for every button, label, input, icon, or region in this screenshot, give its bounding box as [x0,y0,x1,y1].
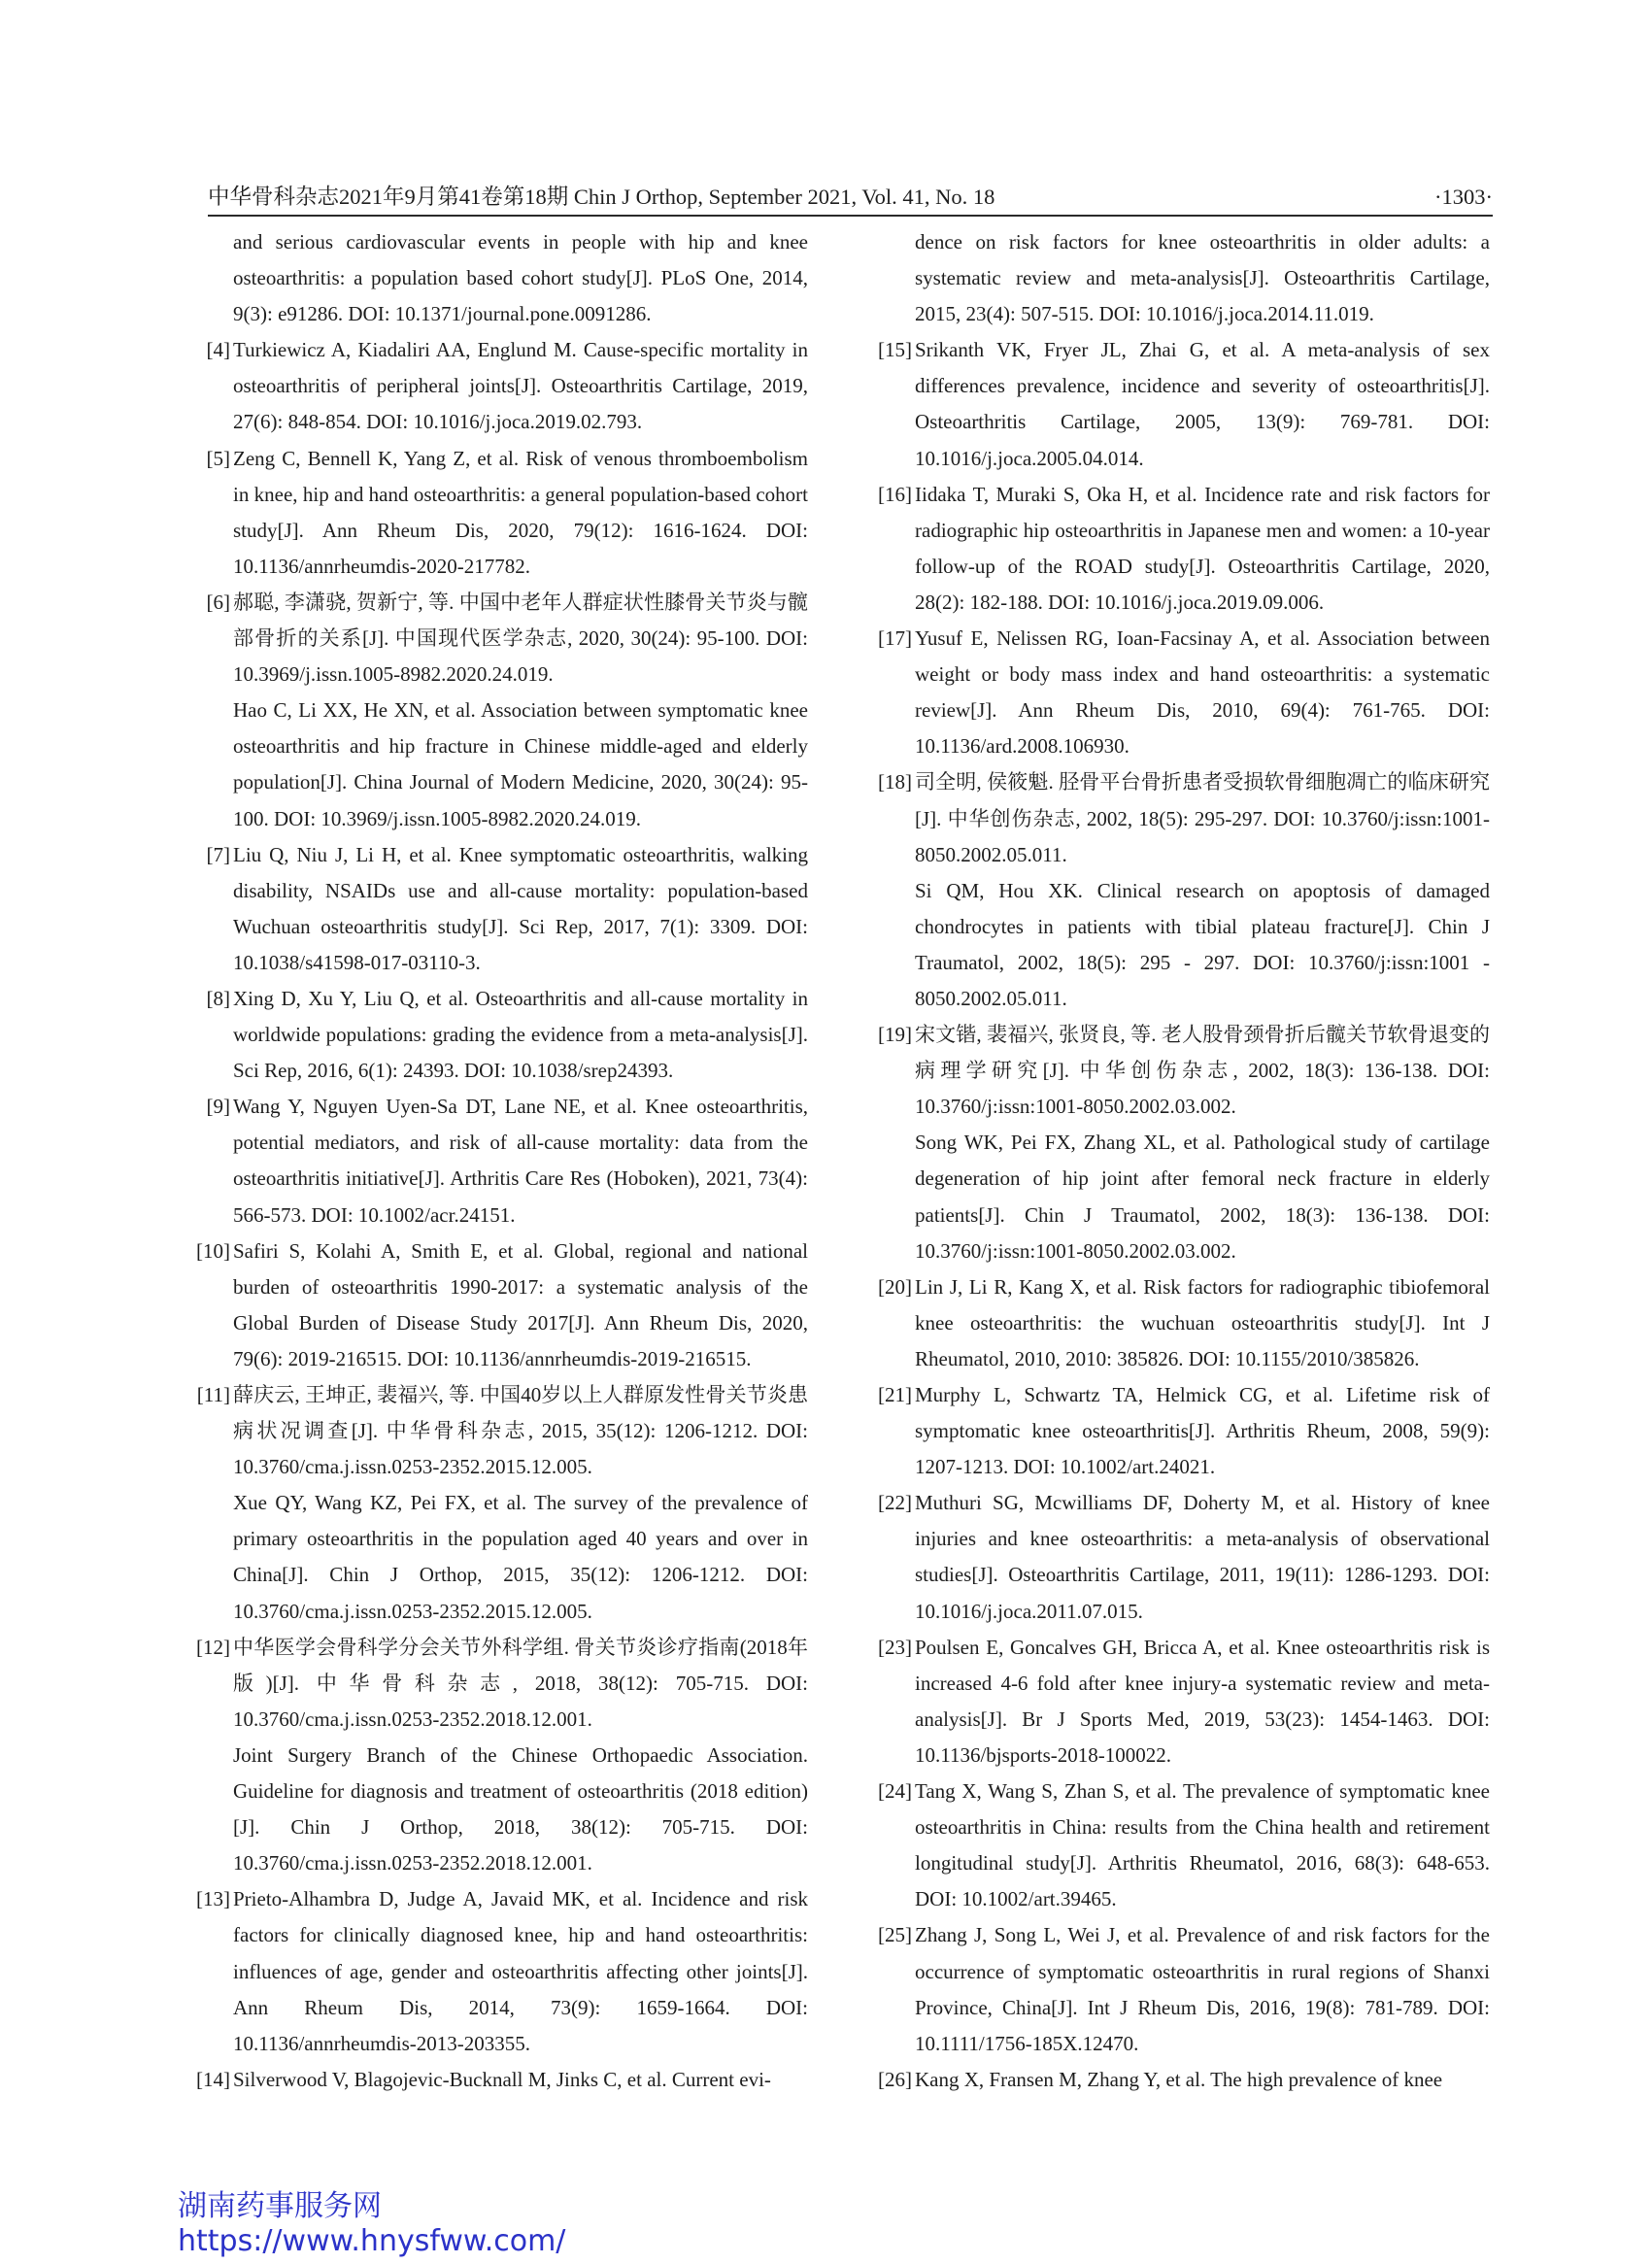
reference-number: [21] [878,1383,912,1406]
reference-item [206,441,808,585]
reference-item [878,1774,1490,1917]
reference-item [878,332,1490,476]
reference-text: Yusuf E, Nelissen RG, Ioan-Facsinay A, et al. Association between weight or body mass index and hand osteoarthritis: a systematic review[J]. Ann Rheum Dis, 2010, 69(4): 761-765. DOI: 10.1136/ard.2008.106930. [915,626,1490,759]
reference-number: [5] [206,446,230,470]
reference-item [196,2062,808,2098]
site-watermark [178,2189,565,2259]
reference-number: [7] [206,842,230,866]
reference-number: [20] [878,1274,912,1299]
reference-number: [12] [196,1635,230,1659]
reference-item [878,1269,1490,1377]
reference-text: Lin J, Li R, Kang X, et al. Risk factors for radiographic tibiofemoral knee osteoarthritis: the wuchuan osteoarthritis study[J]. Int J Rheumatol, 2010, 2010: 385826. DOI: 10.1155/2010/385826. [915,1274,1490,1370]
reference-item [878,1485,1490,1629]
watermark-url[interactable]: https://www.hnysfww.com/ [178,2224,566,2258]
reference-text: Muthuri SG, Mcwilliams DF, Doherty M, et al. History of knee injuries and knee osteoarthritis: a meta-analysis of observational studies[J]. Osteoarthritis Cartilage, 2011, 19(11): 1286-1293. DOI: 10.1016/j.joca.2011.07.015. [915,1491,1490,1623]
reference-number: [11] [196,1383,230,1406]
reference-item [196,1630,808,1882]
reference-text: 宋文锴, 裴福兴, 张贤良, 等. 老人股骨颈骨折后髋关节软骨退变的病理学研究[J]. 中华创伤杂志, 2002, 18(3): 136-138. DOI: 10.3760/j:issn:1001-8050.2002.03.002. [915,1023,1490,1119]
reference-item [206,332,808,440]
reference-text: Poulsen E, Goncalves GH, Bricca A, et al. Knee osteoarthritis risk is increased 4-6 fold after knee injury-a systematic review and meta-analysis[J]. Br J Sports Med, 2019, 53(23): 1454-1463. DOI: 10.1136/bjsports-2018-100022. [915,1635,1490,1767]
reference-text: 司全明, 侯筱魁. 胫骨平台骨折患者受损软骨细胞凋亡的临床研究[J]. 中华创伤杂志, 2002, 18(5): 295-297. DOI: 10.3760/j:issn:1001-8050.2002.05.011. [915,770,1490,866]
header-rule [208,215,1493,217]
page-header [208,181,1493,214]
reference-number: [19] [878,1023,912,1047]
reference-number: [22] [878,1491,912,1515]
reference-text: and serious cardiovascular events in people with hip and knee osteoarthritis: a population based cohort study[J]. PLoS One, 2014, 9(3): e91286. DOI: 10.1371/journal.pone.0091286. [233,230,808,326]
reference-number: [25] [878,1923,912,1947]
reference-number: [15] [878,338,912,362]
reference-number: [23] [878,1635,912,1659]
reference-translation: Song WK, Pei FX, Zhang XL, et al. Pathological study of cartilage degeneration of hip joint after femoral neck fracture in elderly patients[J]. Chin J Traumatol, 2002, 18(3): 136-138. DOI: 10.3760/j:issn:1001-8050.2002.03.002. [915,1131,1490,1263]
reference-translation: Xue QY, Wang KZ, Pei FX, et al. The survey of the prevalence of primary osteoarthritis in the population aged 40 years and over in China[J]. Chin J Orthop, 2015, 35(12): 1206-1212. DOI: 10.3760/cma.j.issn.0253-2352.2015.12.005. [233,1491,808,1623]
reference-item [196,1233,808,1377]
reference-item [878,1917,1490,2061]
reference-text: dence on risk factors for knee osteoarthritis in older adults: a systematic review and meta-analysis[J]. Osteoarthritis Cartilage, 2015, 23(4): 507-515. DOI: 10.1016/j.joca.2014.11.019. [915,230,1490,326]
journal-running-head: 中华骨科杂志2021年9月第41卷第18期 Chin J Orthop, September 2021, Vol. 41, No. 18 [208,185,995,209]
reference-item [915,224,1490,332]
reference-number: [9] [206,1095,230,1119]
reference-translation: Hao C, Li XX, He XN, et al. Association between symptomatic knee osteoarthritis and hip fracture in Chinese middle-aged and elderly population[J]. China Journal of Modern Medicine, 2020, 30(24): 95-100. DOI: 10.3969/j.issn.1005-8982.2020.24.019. [233,698,808,830]
reference-column-right [878,224,1490,2098]
reference-item [878,764,1490,1017]
reference-item [878,477,1490,621]
reference-text: 薛庆云, 王坤正, 裴福兴, 等. 中国40岁以上人群原发性骨关节炎患病状况调查[J]. 中华骨科杂志, 2015, 35(12): 1206-1212. DOI: 10.3760/cma.j.issn.0253-2352.2015.12.005. [233,1383,808,1479]
reference-item [206,585,808,837]
reference-text: Srikanth VK, Fryer JL, Zhai G, et al. A meta-analysis of sex differences prevalence, incidence and severity of osteoarthritis[J]. Osteoarthritis Cartilage, 2005, 13(9): 769-781. DOI: 10.1016/j.joca.2005.04.014. [915,338,1490,470]
reference-item [878,621,1490,764]
reference-number: [10] [196,1238,230,1263]
reference-number: [16] [878,482,912,506]
reference-text: Wang Y, Nguyen Uyen-Sa DT, Lane NE, et al. Knee osteoarthritis, potential mediators, and risk of all-cause mortality: data from the osteoarthritis initiative[J]. Arthritis Care Res (Hoboken), 2021, 73(4): 566-573. DOI: 10.1002/acr.24151. [233,1095,808,1227]
reference-item [206,1089,808,1233]
reference-text: Zeng C, Bennell K, Yang Z, et al. Risk of venous thromboembolism in knee, hip and hand osteoarthritis: a general population-based cohort study[J]. Ann Rheum Dis, 2020, 79(12): 1616-1624. DOI: 10.1136/annrheumdis-2020-217782. [233,446,808,578]
page-number: ·1303· [1434,185,1493,209]
reference-text: Tang X, Wang S, Zhan S, et al. The prevalence of symptomatic knee osteoarthritis in China: results from the China health and retirement longitudinal study[J]. Arthritis Rheumatol, 2016, 68(3): 648-653. DOI: 10.1002/art.39465. [915,1779,1490,1911]
reference-text: Kang X, Fransen M, Zhang Y, et al. The high prevalence of knee [915,2067,1443,2091]
reference-number: [17] [878,626,912,651]
reference-translation: Joint Surgery Branch of the Chinese Orthopaedic Association. Guideline for diagnosis and treatment of osteoarthritis (2018 edition)[J]. Chin J Orthop, 2018, 38(12): 705-715. DOI: 10.3760/cma.j.issn.0253-2352.2018.12.001. [233,1742,808,1875]
reference-text: Liu Q, Niu J, Li H, et al. Knee symptomatic osteoarthritis, walking disability, NSAIDs use and all-cause mortality: population-based Wuchuan osteoarthritis study[J]. Sci Rep, 2017, 7(1): 3309. DOI: 10.1038/s41598-017-03110-3. [233,842,808,974]
reference-number: [13] [196,1887,230,1911]
watermark-name: 湖南药事服务网 [178,2189,382,2223]
reference-text: Xing D, Xu Y, Liu Q, et al. Osteoarthritis and all-cause mortality in worldwide populations: grading the evidence from a meta-analysis[J]. Sci Rep, 2016, 6(1): 24393. DOI: 10.1038/srep24393. [233,986,808,1083]
reference-item [206,981,808,1089]
reference-text: Prieto-Alhambra D, Judge A, Javaid MK, et al. Incidence and risk factors for clinically diagnosed knee, hip and hand osteoarthritis: influences of age, gender and osteoarthritis affecting other joints[J]. Ann Rheum Dis, 2014, 73(9): 1659-1664. DOI: 10.1136/annrheumdis-2013-203355. [233,1887,808,2055]
reference-text: 中华医学会骨科学分会关节外科学组. 骨关节炎诊疗指南(2018年版)[J]. 中华骨科杂志, 2018, 38(12): 705-715. DOI: 10.3760/cma.j.issn.0253-2352.2018.12.001. [233,1635,808,1731]
reference-number: [4] [206,338,230,362]
reference-number: [18] [878,770,912,794]
reference-item [878,2062,1490,2098]
reference-number: [26] [878,2067,912,2091]
reference-item [233,224,808,332]
reference-number: [14] [196,2067,230,2091]
reference-column-left [196,224,808,2098]
reference-text: Murphy L, Schwartz TA, Helmick CG, et al. Lifetime risk of symptomatic knee osteoarthritis[J]. Arthritis Rheum, 2008, 59(9): 1207-1213. DOI: 10.1002/art.24021. [915,1383,1490,1479]
reference-translation: Si QM, Hou XK. Clinical research on apoptosis of damaged chondrocytes in patients with tibial plateau fracture[J]. Chin J Traumatol, 2002, 18(5): 295 - 297. DOI: 10.3760/j:issn:1001 - 8050.2002.05.011. [915,878,1490,1010]
reference-item [878,1377,1490,1485]
reference-item [206,837,808,981]
reference-text: Iidaka T, Muraki S, Oka H, et al. Incidence rate and risk factors for radiographic hip osteoarthritis in Japanese men and women: a 10-year follow-up of the ROAD study[J]. Osteoarthritis Cartilage, 2020, 28(2): 182-188. DOI: 10.1016/j.joca.2019.09.006. [915,482,1490,614]
reference-item [878,1630,1490,1774]
reference-item [196,1881,808,2061]
reference-text: Safiri S, Kolahi A, Smith E, et al. Global, regional and national burden of osteoarthritis 1990-2017: a systematic analysis of the Global Burden of Disease Study 2017[J]. Ann Rheum Dis, 2020, 79(6): 2019-216515. DOI: 10.1136/annrheumdis-2019-216515. [233,1238,808,1370]
reference-number: [6] [206,590,230,614]
reference-text: Silverwood V, Blagojevic-Bucknall M, Jinks C, et al. Current evi- [233,2067,771,2091]
reference-item [878,1017,1490,1269]
reference-number: [24] [878,1779,912,1804]
reference-text: Zhang J, Song L, Wei J, et al. Prevalence of and risk factors for the occurrence of symptomatic osteoarthritis in rural regions of Shanxi Province, China[J]. Int J Rheum Dis, 2016, 19(8): 781-789. DOI: 10.1111/1756-185X.12470. [915,1923,1490,2055]
reference-text: Turkiewicz A, Kiadaliri AA, Englund M. Cause-specific mortality in osteoarthritis of peripheral joints[J]. Osteoarthritis Cartilage, 2019, 27(6): 848-854. DOI: 10.1016/j.joca.2019.02.793. [233,338,808,434]
reference-item [196,1377,808,1630]
reference-number: [8] [206,986,230,1010]
reference-text: 郝聪, 李潇骁, 贺新宁, 等. 中国中老年人群症状性膝骨关节炎与髋部骨折的关系[J]. 中国现代医学杂志, 2020, 30(24): 95-100. DOI: 10.3969/j.issn.1005-8982.2020.24.019. [233,590,808,687]
